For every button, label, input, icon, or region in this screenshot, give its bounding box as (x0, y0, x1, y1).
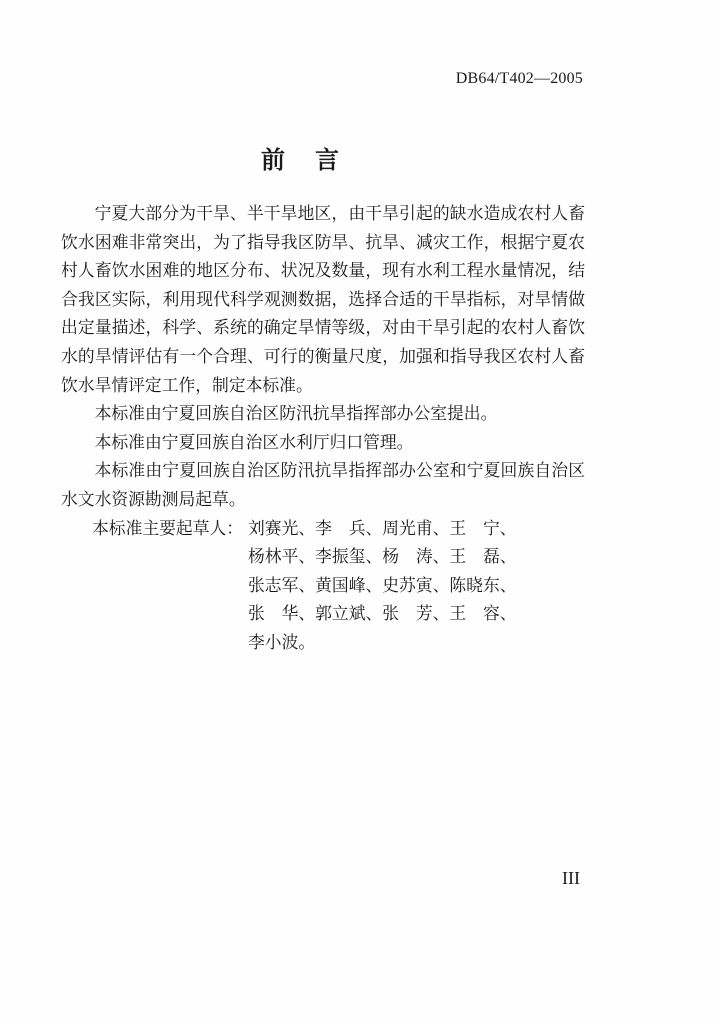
preface-paragraph-4: 本标准由宁夏回族自治区防汛抗旱指挥部办公室和宁夏回族自治区水文水资源勘测局起草。 (61, 460, 585, 509)
page-title: 前言 (261, 146, 369, 174)
drafters-names-line-5: 李小波。 (248, 631, 316, 652)
document-code: DB64/T402—2005 (455, 70, 583, 87)
preface-paragraph-1: 宁夏大部分为干旱、半干旱地区，由干旱引起的缺水造成农村人畜饮水困难非常突出，为了指导我区防旱、抗旱、减灾工作，根据宁夏农村人畜饮水困难的地区分布、状况及数量，现有水利工程水量情况，结合我区实际，利用现代科学观测数据，选择合适的干旱指标，对旱情做出定量描述，科学、系统的确定旱情等级，对由干旱引起的农村人畜饮水的旱情评估有一个合理、可行的衡量尺度，加强和指导我区农村人畜饮水旱情评定工作，制定本标准。 (61, 203, 585, 395)
page-number: III (562, 868, 580, 888)
preface-body (61, 199, 585, 657)
preface-paragraph-2: 本标准由宁夏回族自治区防汛抗旱指挥部办公室提出。 (94, 403, 498, 424)
drafters-names-line-2: 杨林平、李振玺、杨 涛、王 磊、 (248, 546, 517, 567)
drafters-label: 本标准主要起草人： (92, 517, 244, 538)
drafters-first-line (61, 514, 585, 543)
drafters-names-line-1: 刘赛光、李 兵、周光甫、王 宁、 (248, 517, 517, 538)
drafters-names-line-3: 张志军、黄国峰、史苏寅、陈晓东、 (248, 574, 517, 595)
preface-paragraph-3: 本标准由宁夏回族自治区水利厅归口管理。 (94, 431, 414, 452)
drafters-list (61, 514, 585, 657)
drafters-names-line-4: 张 华、郭立斌、张 芳、王 容、 (248, 603, 517, 624)
